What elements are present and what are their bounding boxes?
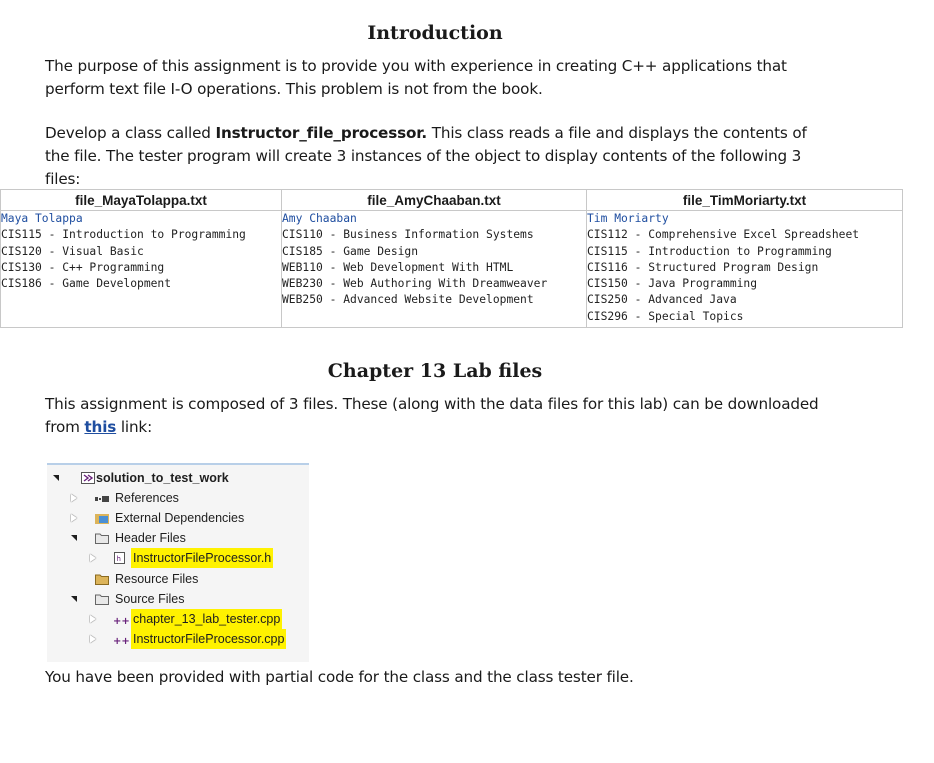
file-contents-maya [1,211,282,328]
intro-paragraph-2-post: This class reads a file and displays the contents of the file. The tester program will create 3 instances of the object to display contents of the following 3 files: [45,124,807,188]
source-file-label: chapter_13_lab_tester.cpp [131,609,282,629]
cpp-file-icon [113,614,130,627]
svg-text:h: h [116,555,121,563]
folder-icon [95,532,109,544]
expanded-arrow-icon[interactable] [71,596,77,602]
file-line: CIS150 - Java Programming [587,277,758,291]
file-line: CIS112 - Comprehensive Excel Spreadsheet [587,228,860,242]
file-line: Tim Moriarty [587,212,669,225]
lab-paragraph [45,393,835,439]
file-line: CIS296 - Special Topics [587,309,744,323]
intro-paragraph-2-pre: Develop a class called [45,124,216,142]
intro-heading: Introduction [367,22,503,44]
files-table [0,189,903,328]
expanded-arrow-icon[interactable] [71,535,77,541]
header-files-label: Header Files [115,531,186,545]
folder-icon [95,593,109,605]
resource-folder-icon [95,573,109,585]
table-header-maya: file_MayaTolappa.txt [1,190,282,211]
external-dependencies-icon [95,512,109,524]
collapsed-arrow-icon[interactable] [90,554,96,562]
solution-explorer [47,463,309,662]
table-header-tim: file_TimMoriarty.txt [587,190,903,211]
resource-files-label: Resource Files [115,572,199,586]
file-contents-tim [587,211,903,328]
file-line: CIS110 - Business Information Systems [282,228,534,242]
file-line: WEB230 - Web Authoring With Dreamweaver [282,277,548,291]
files-table-header-row [1,190,903,211]
file-line: CIS116 - Structured Program Design [587,260,819,274]
header-file-icon [113,552,127,564]
footer-paragraph: You have been provided with partial code for the class and the class tester file. [45,668,634,686]
svg-text:++: ++ [113,616,130,627]
file-line: CIS186 - Game Development [1,277,172,291]
svg-text:++: ++ [113,636,130,647]
file-line: WEB250 - Advanced Website Development [282,293,534,307]
collapsed-arrow-icon[interactable] [90,615,96,623]
solution-icon [81,472,95,484]
cpp-file-icon [113,634,130,647]
solution-name: solution_to_test_work [96,471,229,485]
table-header-amy: file_AmyChaaban.txt [282,190,587,211]
lab-paragraph-pre: This assignment is composed of 3 files. These (along with the data files for this lab) can be downloaded from [45,395,819,436]
file-line: Amy Chaaban [282,212,357,225]
intro-paragraph-1: The purpose of this assignment is to provide you with experience in creating C++ applications that perform text file I-O operations. This problem is not from the book. [45,57,787,98]
file-line: CIS130 - C++ Programming [1,260,165,274]
file-line: CIS115 - Introduction to Programming [587,244,832,258]
lab-heading: Chapter 13 Lab files [327,360,543,382]
file-line: CIS120 - Visual Basic [1,244,144,258]
external-dependencies-label: External Dependencies [115,511,245,525]
file-line: CIS185 - Game Design [282,244,419,258]
source-file-label: InstructorFileProcessor.cpp [131,629,286,649]
references-label: References [115,491,179,505]
expanded-arrow-icon[interactable] [53,475,59,481]
intro-paragraph-2 [45,122,835,191]
file-line: CIS250 - Advanced Java [587,293,737,307]
file-contents-amy [282,211,587,328]
file-line: WEB110 - Web Development With HTML [282,260,514,274]
file-line: Maya Tolappa [1,212,83,225]
collapsed-arrow-icon[interactable] [71,514,77,522]
collapsed-arrow-icon[interactable] [71,494,77,502]
source-files-label: Source Files [115,592,185,606]
header-file-label: InstructorFileProcessor.h [131,548,273,568]
collapsed-arrow-icon[interactable] [90,635,96,643]
file-line: CIS115 - Introduction to Programming [1,228,246,242]
references-icon [95,493,109,505]
lab-paragraph-post: link: [116,418,153,436]
download-link[interactable]: this [84,418,117,436]
files-table-content-row [1,211,903,328]
class-name: Instructor_file_processor. [215,124,428,142]
